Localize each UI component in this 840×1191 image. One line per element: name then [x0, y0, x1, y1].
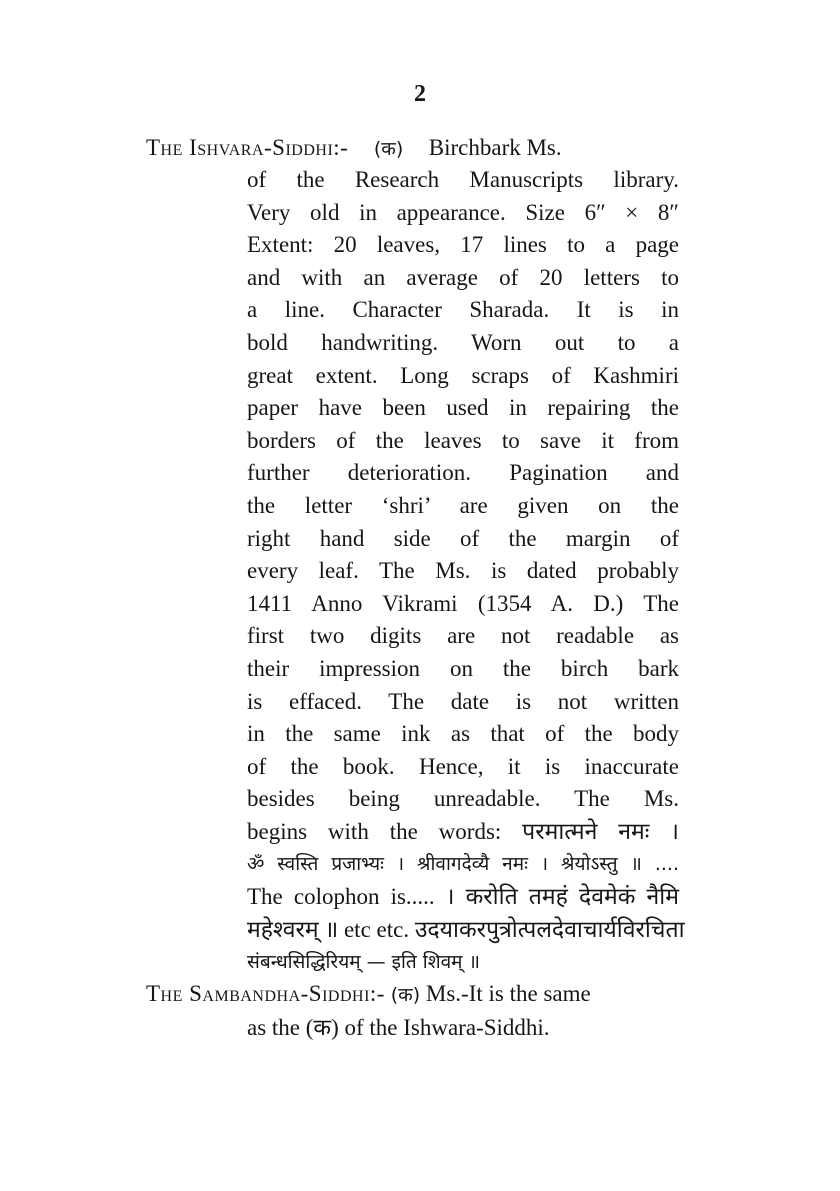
body-line: besides being unreadable. The Ms.: [247, 786, 679, 812]
entry-heading-sambandha-siddhi: [146, 978, 686, 1011]
entry-marker: (क): [390, 984, 421, 1006]
body-line: great extent. Long scraps of Kashmiri: [247, 362, 679, 388]
body-line: paper have been used in repairing the: [247, 395, 679, 421]
entry-marker: (क): [373, 138, 404, 160]
body-line: Very old in appearance. Size 6″ × 8″: [247, 199, 679, 225]
entry-heading-ishvara-siddhi: [146, 132, 686, 165]
body-line: a line. Character Sharada. It is in: [247, 297, 679, 323]
body-line-devanagari: ॐ स्वस्ति प्रजाभ्यः । श्रीवागदेव्यै नमः । श्रेयोऽस्तु ॥ ....: [247, 853, 679, 876]
entry-title: The Ishvara-Siddhi:-: [146, 135, 349, 160]
body-line: as the (क) of the Ishwara-Siddhi.: [247, 1015, 550, 1040]
body-line: of the book. Hence, it is inaccurate: [247, 753, 679, 779]
body-line: the letter ‘shri’ are given on the: [247, 492, 679, 518]
entry-title: The Sambandha-Siddhi:-: [146, 981, 385, 1006]
body-line: borders of the leaves to save it from: [247, 427, 679, 453]
body-line: bold handwriting. Worn out to a: [247, 329, 679, 355]
body-line: right hand side of the margin of: [247, 525, 679, 551]
entry-body-sambandha-siddhi: [247, 1012, 679, 1045]
body-line: The colophon is..... । करोति तमहं देवमेकं नैमि: [247, 884, 679, 910]
body-line: begins with the words: परमात्मने नमः ।: [247, 818, 679, 844]
entry-heading-text: Ms.-It is the same: [425, 981, 591, 1006]
body-line: Extent: 20 leaves, 17 lines to a page: [247, 232, 679, 258]
entry-heading-text: Birchbark Ms.: [428, 135, 562, 160]
body-line: their impression on the birch bark: [247, 655, 679, 681]
entry-body-ishvara-siddhi: [247, 164, 685, 979]
body-line-devanagari: संबन्धसिद्धिरियम् — इति शिवम् ॥: [247, 951, 480, 974]
body-line: महेश्वरम् ॥ etc etc. उदयाकरपुत्रोत्पलदेवाचार्यविरचिता: [247, 916, 685, 942]
body-line: every leaf. The Ms. is dated probably: [247, 558, 679, 584]
body-line: in the same ink as that of the body: [247, 721, 679, 747]
body-line: and with an average of 20 letters to: [247, 264, 679, 290]
body-line: first two digits are not readable as: [247, 623, 679, 649]
body-line: is effaced. The date is not written: [247, 688, 679, 714]
body-line: 1411 Anno Vikrami (1354 A. D.) The: [247, 590, 679, 616]
body-line: of the Research Manuscripts library.: [247, 167, 679, 192]
page-number: 2: [414, 81, 426, 107]
body-line: further deterioration. Pagination and: [247, 460, 679, 486]
